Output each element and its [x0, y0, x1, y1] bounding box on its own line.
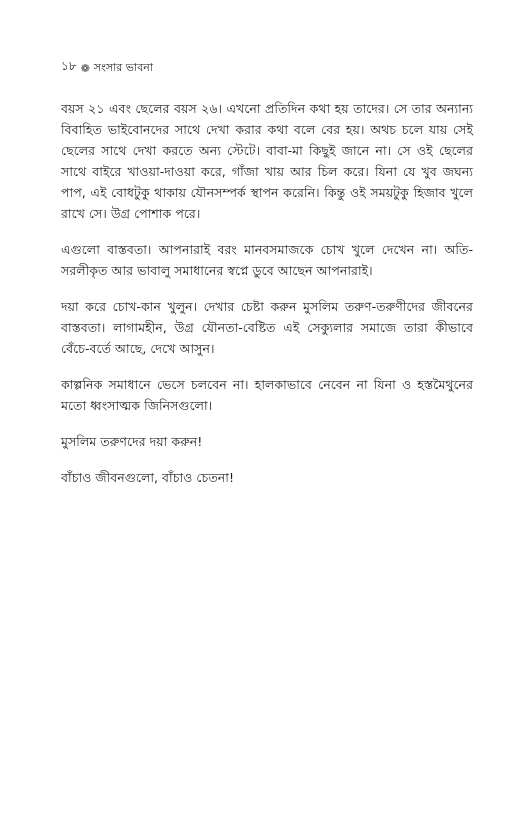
flower-ornament-icon: ❁	[80, 61, 90, 75]
paragraph-5: মুসলিম তরুণদের দয়া করুন!	[61, 434, 203, 449]
paragraph-2: এগুলো বাস্তবতা। আপনারাই বরং মানবসমাজকে চোখ খুলে দেখেন না। অতি-সরলীকৃত আর ভাবালু সমাধানের স্বপ্নে ডুবে আছেন আপনারাই।	[61, 242, 473, 278]
page-number: ১৮	[61, 59, 77, 73]
running-header	[61, 58, 153, 78]
paragraph-1: বয়স ২১ এবং ছেলের বয়স ২৬। এখনো প্রতিদিন কথা হয় তাদের। সে তার অন্যান্য বিবাহিত ভাইবোনদের সাথে দেখা করার কথা বলে বের হয়। অথচ চলে যায় সেই ছেলের সাথে দেখা করতে অন্য স্টেটে। বাবা-মা কিছুই জানে না। সে ওই ছেলের সাথে বাইরে খাওয়া-দাওয়া করে, গাঁজা খায় আর চিল করে। যিনা যে খুব জঘন্য পাপ, এই বোধটুকু থাকায় যৌনসম্পর্ক স্থাপন করেনি। কিন্তু ওই সময়টুকু হিজাব খুলে রাখে সে। উগ্র পোশাক পরে।	[61, 101, 473, 221]
paragraph-4: কাল্পনিক সমাধানে ভেসে চলবেন না। হালকাভাবে নেবেন না যিনা ও হস্তমৈথুনের মতো ধ্বংসাত্মক জিনিসগুলো।	[61, 377, 473, 413]
paragraph-3: দয়া করে চোখ-কান খুলুন। দেখার চেষ্টা করুন মুসলিম তরুণ-তরুণীদের জীবনের বাস্তবতা। লাগামহীন, উগ্র যৌনতা-বেষ্টিত এই সেক্যুলার সমাজে তারা কীভাবে বেঁচে-বর্তে আছে, দেখে আসুন।	[61, 299, 473, 356]
paragraph-6: বাঁচাও জীবনগুলো, বাঁচাও চেতনা!	[61, 470, 235, 485]
page-body	[61, 98, 473, 503]
book-title: সংসার ভাবনা	[93, 60, 154, 74]
